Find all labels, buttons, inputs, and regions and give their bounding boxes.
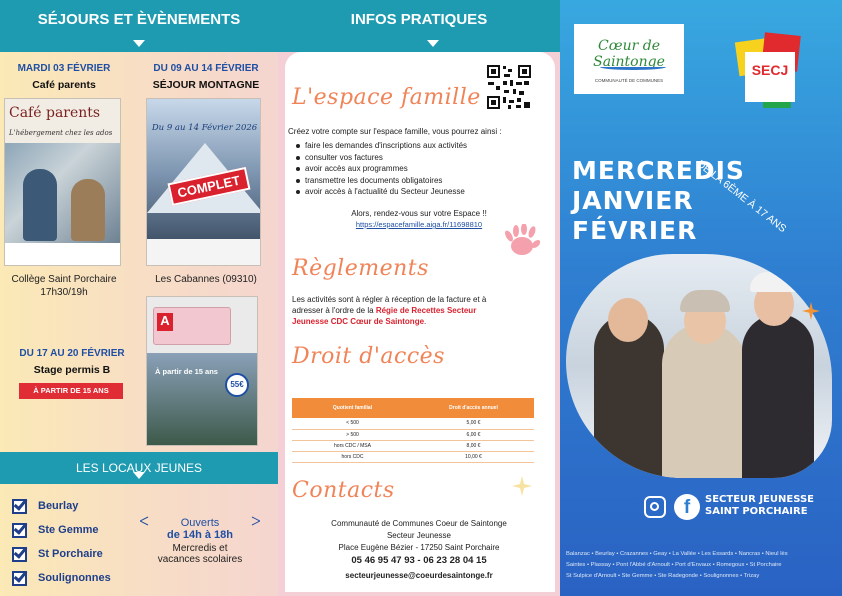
checkbox-icon [12, 499, 27, 514]
reglements-title: Règlements [292, 256, 429, 281]
secj-logo [727, 30, 807, 110]
contact-line1: Communauté de Communes Coeur de Saintonge [331, 519, 507, 528]
sparkle-icon [802, 302, 820, 320]
chevron-down-icon [427, 40, 439, 47]
poster-photo-figure [23, 169, 57, 241]
locaux-item-label: St Porchaire [38, 548, 103, 560]
sparkle-icon [512, 476, 532, 496]
check-mark-icon [14, 544, 28, 558]
event2-date: DU 09 AU 14 FÉVRIER [153, 63, 259, 74]
table-header-droit: Droit d'accès annuel [449, 405, 498, 411]
table-row [292, 429, 534, 440]
famille-bullet [296, 152, 546, 164]
famille-bullet [296, 175, 546, 187]
locaux-item-label: Beurlay [38, 500, 79, 512]
event2-title: SÉJOUR MONTAGNE [152, 79, 260, 91]
social-label-line1: SECTEUR JEUNESSE [705, 494, 814, 505]
bullet-dot-icon [296, 179, 300, 183]
contact-email[interactable]: secteurjeunesse@coeurdesaintonge.fr [345, 571, 493, 580]
espace-famille-title: L'espace famille [292, 85, 481, 110]
event1-caption [2, 273, 126, 299]
check-mark-icon [14, 520, 28, 534]
famille-bullet-text: consulter vos factures [305, 152, 383, 162]
table-row [292, 451, 534, 462]
instagram-icon[interactable] [644, 496, 666, 518]
famille-bullet-text: faire les demandes d'inscriptions aux activités [305, 141, 468, 150]
chevron-down-icon [133, 40, 145, 47]
towns-line1: Balanzac • Beurlay • Crazannes • Geay • La Vallée • Les Essards • Nancras • Nieul lès [566, 551, 788, 557]
poster-info-bar [5, 243, 121, 266]
table-row [292, 440, 534, 451]
reglements-text [292, 294, 548, 327]
poster-photo-figure2 [71, 179, 105, 241]
bullet-dot-icon [296, 156, 300, 160]
locaux-item-label: Soulignonnes [38, 572, 111, 584]
open-hours: de 14h à 18h [166, 529, 234, 541]
event1-caption-time: 17h30/19h [40, 287, 88, 298]
coeur-de-saintonge-logo [574, 24, 684, 94]
famille-bullets [296, 140, 546, 198]
qr-code [486, 64, 532, 110]
table-cell: hors CDC [341, 453, 364, 460]
reglements-red1: Régie de Recettes Secteur [375, 306, 477, 315]
event3-date: DU 17 AU 20 FÉVRIER [19, 348, 125, 359]
reglements-red2: Jeunesse CDC Cœur de Saintonge [292, 317, 425, 326]
age-badge: À PARTIR DE 15 ANS [19, 383, 123, 399]
towns-list [566, 549, 838, 582]
reglements-line1: Les activités sont à régler à réception de la facture et à [292, 295, 487, 304]
photo-person2 [662, 324, 746, 478]
open-days2: vacances scolaires [157, 554, 243, 565]
checkbox-icon [12, 547, 27, 562]
open-days1: Mercredis et [172, 543, 228, 554]
event1-caption-place: Collège Saint Porchaire [11, 274, 117, 285]
checkbox-icon [12, 523, 27, 538]
famille-bullet [296, 186, 546, 198]
logo-sec-text: SECJ [751, 62, 789, 78]
bracket-icon [140, 511, 260, 581]
poster-title: Café parents [9, 105, 101, 121]
social-label [705, 494, 814, 518]
poster-age-note: À partir de 15 ans [155, 367, 218, 376]
open-title: Ouverts [180, 517, 220, 529]
table-cell: < 500 [346, 420, 359, 427]
title-line-2: JANVIER [572, 186, 694, 215]
sejour-montagne-poster [146, 98, 261, 266]
towns-line2: Saintes • Plassay • Pont l'Abbé d'Arnoult • Port d'Envaux • Romegoux • St Porchaire [566, 562, 782, 568]
photo-person2-hat [680, 290, 730, 312]
price-badge: 55€ [225, 373, 249, 397]
table-cell: hors CDC / MSA [334, 442, 371, 449]
photo-person3-hat [750, 272, 798, 292]
logo-cds-text: Cœur de Saintonge [593, 38, 665, 70]
facebook-icon[interactable]: f [674, 494, 700, 520]
poster-dates: Du 9 au 14 Février 2026 [151, 123, 258, 133]
event2-caption: Les Cabannes (09310) [155, 274, 257, 285]
bullet-dot-icon [296, 144, 300, 148]
poster-subtitle: L'hébergement chez les ados [9, 129, 113, 137]
chevron-down-icon [133, 472, 145, 479]
famille-bullet [296, 163, 546, 175]
famille-bullet-text: transmettre les documents obligatoires [305, 175, 443, 185]
age-range-label: DE LA 6ÈME À 17 ANS [694, 158, 789, 236]
table-cell: 6,00 € [466, 431, 481, 438]
check-mark-icon [14, 496, 28, 510]
bullet-dot-icon [296, 167, 300, 171]
bullet-dot-icon [296, 190, 300, 194]
snow-photo [566, 254, 832, 478]
famille-cta: Alors, rendez-vous sur votre Espace !! [351, 209, 487, 218]
photo-person3 [742, 314, 814, 478]
table-cell: > 500 [346, 431, 359, 438]
contact-phones: 05 46 95 47 93 - 06 23 28 04 15 [351, 555, 487, 566]
espace-famille-link[interactable]: https://espacefamille.aiga.fr/11698810 [355, 220, 483, 229]
reglements-line2: adresser à l'ordre de la [292, 306, 374, 315]
table-cell: 5,00 € [466, 420, 481, 427]
logo-cds-wave [600, 64, 666, 70]
check-mark-icon [14, 568, 28, 582]
table-cell: 10,00 € [465, 453, 482, 460]
contact-line2: Secteur Jeunesse [386, 531, 452, 540]
contacts-block [288, 518, 550, 582]
towns-line3: St Sulpice d'Arnoult • Ste Gemme • Ste Radegonde • Soulignonnes • Trizay [566, 573, 760, 579]
table-row [292, 418, 534, 429]
event1-title: Café parents [32, 79, 96, 91]
photo-person1-head [608, 298, 648, 342]
contacts-title: Contacts [292, 478, 395, 503]
social-label-line2: SAINT PORCHAIRE [705, 506, 808, 517]
famille-intro: Créez votre compte sur l'espace famille, vous pourrez ainsi : [288, 127, 502, 136]
permis-poster [146, 296, 258, 446]
locaux-header [0, 452, 278, 484]
table-header-qf: Quotient familial [332, 405, 373, 411]
infos-header-text: INFOS PRATIQUES [350, 11, 488, 28]
event3-title: Stage permis B [33, 364, 111, 376]
droit-acces-title: Droit d'accès [292, 344, 445, 369]
famille-bullet-text: avoir accès aux programmes [305, 164, 408, 173]
table-cell: 8,00 € [466, 442, 481, 449]
famille-bullet [296, 140, 546, 152]
reglements-end: . [424, 317, 427, 326]
title-line-1: MERCREDIS [572, 156, 745, 185]
event1-date: MARDI 03 FÉVRIER [17, 63, 111, 74]
droit-acces-table [292, 398, 534, 463]
cafe-parents-poster [4, 98, 121, 266]
sejours-header-text: SÉJOURS ET ÈVÈNEMENTS [37, 11, 241, 28]
famille-bullet-text: avoir accès à l'actualité du Secteur Jeunesse [305, 187, 465, 196]
contact-line3: Place Eugène Bézier - 17250 Saint Porchaire [338, 543, 500, 552]
left-panel [0, 0, 278, 596]
poster-logos-bar [147, 239, 261, 266]
complet-stamp: COMPLET [167, 167, 250, 206]
locaux-item-label: Ste Gemme [38, 524, 99, 536]
infos-header [278, 0, 560, 52]
title-line-3: FÉVRIER [572, 216, 698, 245]
logo-cds-sub: COMMUNAUTÉ DE COMMUNES [594, 78, 664, 83]
locaux-header-text: LES LOCAUX JEUNES [75, 461, 203, 475]
checkbox-icon [12, 571, 27, 586]
license-letter: A [157, 313, 173, 331]
hand-print-icon [500, 224, 540, 258]
